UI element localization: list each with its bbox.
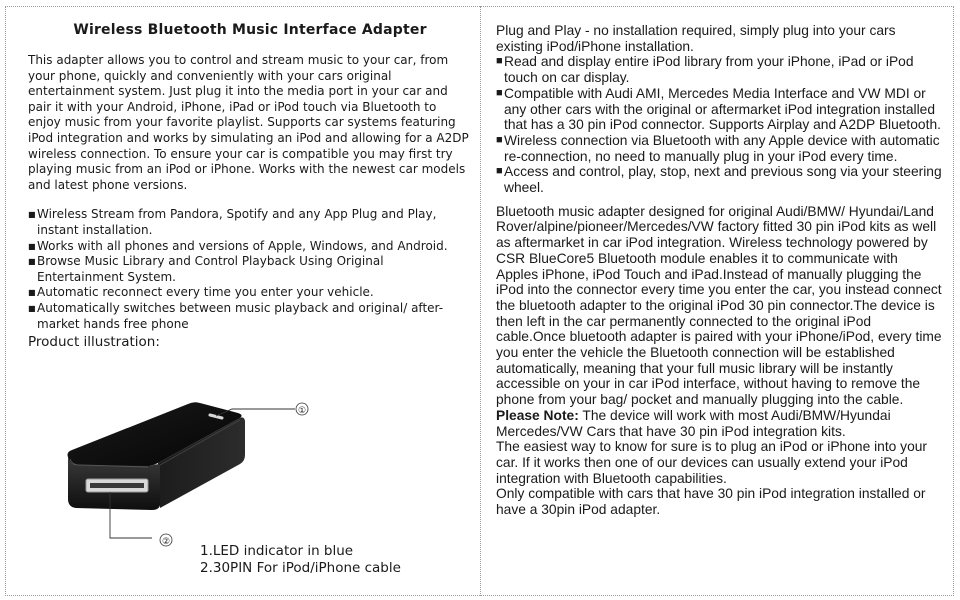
- bullet-icon: ■: [496, 86, 503, 99]
- right-intro: Plug and Play - no installation required, simply plug into your cars existing iPod/iPhone installation.: [496, 23, 896, 54]
- right-feature-list: [496, 54, 942, 195]
- description-paragraph: Bluetooth music adapter designed for original Audi/BMW/ Hyundai/Land Rover/alpine/pioneer/Mercedes/VW factory fitted 30 pin iPod kits as well as aftermarket in car iPod integration. Wireless technology powered by CSR BlueCore5 Bluetooth module enables it to communicate with Apples iPhone, iPod Touch and iPad.Instead of manually plugging the iPod into the connector every time you enter the car, you instead connect the bluetooth adapter to the original iPod 30 pin connector.The device is then left in the car permanently connected to the original iPod cable.Once bluetooth adapter is paired with your iPhone/iPod, every time you enter the vehicle the Bluetooth connection will be established automatically, meaning that your full music library will be instantly accessible on your in car iPod interface, without having to remove the phone from your bag/ pocket and manually plugging into the cable.: [496, 203, 942, 408]
- column-divider: [480, 6, 481, 596]
- right-column: [496, 23, 942, 518]
- list-item: ■ Compatible with Audi AMI, Mercedes Media Interface and VW MDI or any other cars with the original or aftermarket iPod integration installed that has a 30 pin iPod connector. Supports Airplay and A2DP Bluetooth.: [496, 85, 941, 133]
- bullet-icon: ■: [28, 241, 36, 251]
- legend-item-30pin: 2.30PIN For iPod/iPhone cable: [200, 560, 401, 576]
- closing-paragraph-2: Only compatible with cars that have 30 pin iPod integration installed or have a 30pin iPod adapter.: [496, 486, 926, 518]
- feature-list: [28, 207, 472, 332]
- callout-2: ②: [161, 537, 171, 547]
- bullet-icon: ■: [28, 257, 36, 267]
- list-item: ■ Automatically switches between music playback and original/ after-market hands free phone: [28, 300, 444, 331]
- bullet-icon: ■: [496, 55, 503, 68]
- legend-item-led: 1.LED indicator in blue: [200, 543, 354, 559]
- bullet-icon: ■: [28, 210, 36, 220]
- list-item: ■ Read and display entire iPod library from your iPhone, iPad or iPod touch on car display.: [496, 54, 914, 86]
- bullet-icon: ■: [496, 133, 503, 146]
- left-column: [28, 22, 472, 350]
- illustration-label: Product illustration:: [28, 334, 160, 351]
- callout-1: ①: [297, 406, 307, 416]
- note-label: Please Note:: [496, 407, 579, 423]
- list-item: ■ Automatic reconnect every time you enter your vehicle.: [28, 285, 374, 300]
- bullet-icon: ■: [496, 165, 503, 178]
- illustration-legend: [200, 543, 401, 577]
- note-paragraph: [496, 408, 942, 439]
- list-item: ■ Wireless connection via Bluetooth with any Apple device with automatic re-connection, no need to manually plug in your iPod every time.: [496, 132, 940, 164]
- list-item: ■ Wireless Stream from Pandora, Spotify and any App Plug and Play, instant installation.: [28, 207, 437, 237]
- note-text: The device will work with most Audi/BMW/Hyundai Mercedes/VW Cars that have 30 pin iPod integration kits.: [496, 407, 891, 439]
- bullet-icon: ■: [28, 288, 36, 298]
- list-item: ■ Browse Music Library and Control Playback Using Original Entertainment System.: [28, 254, 384, 284]
- adapter-illustration: [60, 395, 330, 555]
- intro-paragraph: This adapter allows you to control and stream music to your car, from your phone, quickly and conveniently with your cars original entertainment system. Just plug it into the media port in your car and pair it with your Android, iPhone, iPad or iPod touch via Bluetooth to enjoy music from your favorite playlist. Supports car systems featuring iPod integration and works by simulating an iPod and allowing for a A2DP wireless connection. To ensure your car is compatible you may first try playing music from an iPod or iPhone. Works with the newest car models and latest phone versions.: [28, 53, 469, 192]
- list-item: ■ Works with all phones and versions of Apple, Windows, and Android.: [28, 238, 448, 253]
- list-item: ■ Access and control, play, stop, next and previous song via your steering wheel.: [496, 164, 942, 196]
- product-title: Wireless Bluetooth Music Interface Adapter: [73, 22, 427, 38]
- closing-paragraph-1: The easiest way to know for sure is to plug an iPod or iPhone into your car. If it works then one of our devices can usually extend your iPod integration with Bluetooth capabilities.: [496, 439, 928, 486]
- bullet-icon: ■: [28, 303, 36, 313]
